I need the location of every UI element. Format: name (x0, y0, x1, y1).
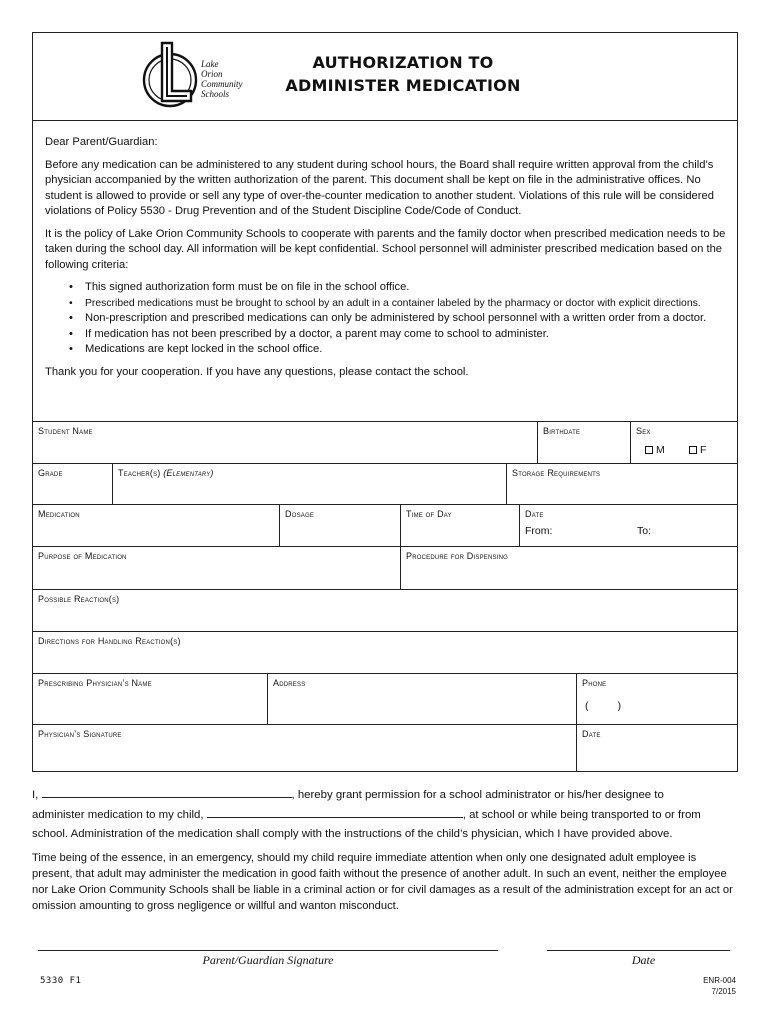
storage-field[interactable] (507, 464, 737, 505)
greeting: Dear Parent/Guardian: (45, 136, 158, 148)
permission-text-3: , at school or while being transported to or from (462, 808, 701, 821)
letter-body (45, 135, 731, 387)
address-field[interactable] (268, 674, 577, 725)
medication-field[interactable] (33, 505, 280, 547)
page-title (283, 51, 523, 97)
criteria-list (69, 280, 731, 358)
form-header (33, 33, 737, 121)
signature-date-field[interactable] (577, 725, 737, 772)
permission-text-2: administer medication to my child, (32, 808, 204, 821)
checkbox-male-icon[interactable] (645, 446, 653, 454)
list-item: • Medications are kept locked in the school office. (69, 342, 731, 358)
sex-option-male[interactable] (645, 444, 665, 456)
time-of-day-field[interactable] (401, 505, 520, 547)
sex-option-female[interactable] (689, 444, 706, 456)
birthdate-field[interactable] (538, 422, 631, 464)
reactions-field[interactable] (33, 590, 737, 632)
dosage-label: Dosage (285, 509, 315, 519)
sex-label: Sex (636, 426, 651, 436)
permission-line-3: school. Administration of the medication shall comply with the instructions of the child’s physician, which I have provided above. (32, 828, 673, 840)
closing: Thank you for your cooperation. If you have any questions, please contact the school. (45, 365, 469, 378)
logo-wordmark (201, 59, 243, 99)
date-signature-line[interactable] (547, 950, 730, 951)
emergency-paragraph: Time being of the essence, in an emergency, should my child require immediate attention when only one designated adult employee is present, that adult may administer the medication in good faith without the presence of another adult. In such an event, neither the employee nor Lake Orion Community Schools shall be liable in a criminal action or for civil damages as a result of the administration except for an act or omission amounting to gross negligence or willful and wanton misconduct. (32, 852, 733, 912)
sex-male-label: M (656, 444, 665, 456)
time-of-day-label: Time of Day (406, 509, 452, 519)
title-line-2: ADMINISTER MEDICATION (285, 76, 521, 95)
paragraph-approval: Before any medication can be administered to any student during school hours, the Board shall require written approval from the child’s physician accompanied by the written authorization of the parent. This document shall be kept on file in the administrative offices. No student is allowed to provide or sell any type of over-the-counter medication to another student. Violations of this rule will be considered violations of Policy 5530 - Drug Prevention and of the Student Discipline Code/Code of Conduct. (45, 158, 714, 217)
phone-format: ( ) (585, 700, 622, 712)
teacher-label-text: Teacher(s) (118, 468, 161, 478)
form-id: ENR-004 (703, 976, 736, 985)
physician-name-field[interactable] (33, 674, 268, 725)
physician-signature-label: Physician’s Signature (38, 729, 122, 739)
medication-label: Medication (38, 509, 80, 519)
child-name-blank[interactable] (207, 806, 463, 818)
logo-line: Schools (201, 89, 229, 99)
procedure-label: Procedure for Dispensing (406, 551, 508, 561)
permission-line-2 (32, 806, 738, 826)
procedure-field[interactable] (401, 547, 737, 590)
paragraph-policy: It is the policy of Lake Orion Community Schools to cooperate with parents and the family doctor when prescribed medication needs to be taken during the school day. All information will be kept confidential. School personnel will administer prescribed medication based on the following criteria: (45, 227, 726, 271)
date-signature-label: Date (631, 953, 656, 967)
title-line-1: AUTHORIZATION TO (312, 53, 494, 72)
checkbox-female-icon[interactable] (689, 446, 697, 454)
parent-name-blank[interactable] (42, 786, 292, 798)
physician-name-label: Prescribing Physician’s Name (38, 678, 152, 688)
form-id-block (680, 975, 736, 997)
grade-field[interactable] (33, 464, 113, 505)
directions-field[interactable] (33, 632, 737, 674)
dosage-field[interactable] (280, 505, 401, 547)
form-revision: 7/2015 (711, 987, 736, 996)
permission-line-1 (32, 786, 738, 806)
logo-line: Community (201, 79, 243, 89)
parent-signature-line[interactable] (38, 950, 498, 951)
teacher-label (118, 468, 214, 478)
purpose-label: Purpose of Medication (38, 551, 127, 561)
parent-signature-label: Parent/Guardian Signature (202, 953, 334, 967)
phone-label: Phone (582, 678, 607, 688)
permission-text-1: , hereby grant permission for a school administrator or his/her designee to (291, 789, 664, 801)
phone-field[interactable] (577, 674, 737, 725)
storage-label: Storage Requirements (512, 468, 601, 478)
list-item: • This signed authorization form must be on file in the school office. (69, 280, 731, 296)
logo-line: Orion (201, 69, 223, 79)
physician-signature-field[interactable] (33, 725, 577, 772)
teacher-note: (Elementary) (163, 468, 214, 478)
directions-label: Directions for Handling Reaction(s) (38, 636, 181, 646)
logo-line: Lake (201, 59, 219, 69)
lake-orion-logo-icon (141, 39, 201, 115)
sex-field (631, 422, 737, 464)
medication-form-grid (33, 421, 737, 772)
student-name-field[interactable] (33, 422, 538, 464)
birthdate-label: Birthdate (543, 426, 581, 436)
list-item: • Prescribed medications must be brought to school by an adult in a container labeled by the pharmacy or doctor with explicit directions. (69, 296, 731, 312)
list-item: • If medication has not been prescribed by a doctor, a parent may come to school to administer. (69, 327, 731, 343)
purpose-field[interactable] (33, 547, 401, 590)
date-to-label: To: (637, 525, 652, 537)
date-from-label: From: (525, 525, 553, 537)
date-range-field[interactable] (520, 505, 737, 547)
permission-statement (32, 786, 738, 845)
teacher-field[interactable] (113, 464, 507, 505)
form-frame (32, 32, 738, 772)
date-label: Date (525, 509, 544, 519)
student-name-label: Student Name (38, 426, 93, 436)
list-item: • Non-prescription and prescribed medications can only be administered by school personnel with a written order from a doctor. (69, 311, 731, 327)
address-label: Address (273, 678, 306, 688)
sex-female-label: F (700, 444, 707, 456)
grade-label: Grade (38, 468, 63, 478)
policy-code: 5330 F1 (40, 976, 82, 986)
signature-date-label: Date (582, 729, 601, 739)
reactions-label: Possible Reaction(s) (38, 594, 120, 604)
permission-prefix: I, (32, 789, 39, 801)
